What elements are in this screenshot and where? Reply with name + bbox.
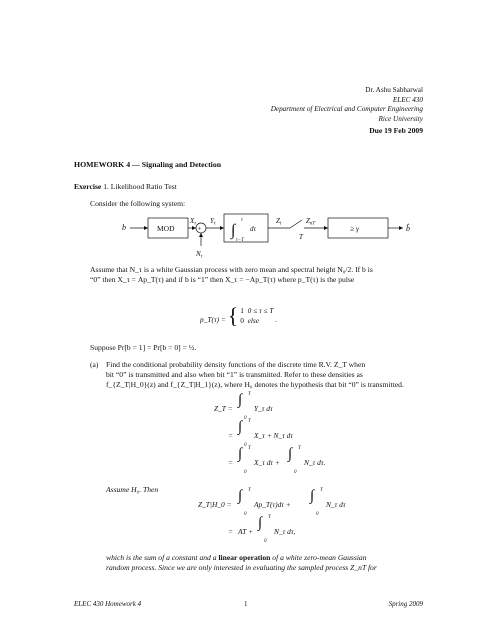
eq1-lower-2: 0	[244, 443, 247, 448]
closing-line-2: random process. Since we are only interested in evaluating the sampled process Z_nT for	[106, 563, 377, 572]
footer-right: Spring 2009	[388, 600, 423, 608]
eq1-upper-1: T	[248, 392, 251, 397]
department: Department of Electrical and Computer Engineering	[270, 105, 423, 114]
footer-page-number: 1	[244, 600, 248, 608]
closing-1c: of a white zero-mean Gaussian	[270, 553, 367, 562]
diagram-zs-sub: nT	[309, 221, 316, 227]
eq2-row2b: N_τ dτ,	[274, 527, 296, 536]
eq2-eq-2: =	[228, 527, 233, 536]
svg-text:Zt	[276, 217, 282, 227]
eq2-upper-3: T	[268, 515, 271, 520]
sampler-switch	[290, 220, 302, 228]
exercise-label: Exercise	[74, 182, 102, 191]
svg-text:ZnT	[306, 217, 316, 227]
eq1-row2: X_τ + N_τ dτ	[254, 431, 293, 440]
diagram-mod: MOD	[157, 224, 175, 233]
pulse-lhs: p_T(τ) =	[200, 315, 226, 324]
svg-text:Xτ	[189, 217, 196, 227]
system-block-diagram	[0, 208, 495, 268]
closing-1a: which is the sum of a constant and a	[106, 553, 219, 562]
diagram-x-sub: τ	[194, 221, 197, 227]
pulse-end: .	[275, 315, 278, 324]
assumption-line-2: “0” then X_τ = Ap_T(τ) and if b is “1” then X_τ = −Ap_T(τ) where p_T(τ) is the pulse	[90, 275, 355, 284]
diagram-output: b̂	[406, 224, 410, 233]
diagram-decision: ≥ γ	[350, 224, 359, 233]
closing-1b: linear operation	[218, 553, 271, 562]
diagram-z: Z	[276, 217, 280, 225]
eq1-row1: Y_τ dτ	[254, 404, 273, 413]
svg-text:Yτ	[210, 217, 216, 227]
eq2-lower-3: 0	[264, 539, 267, 544]
diagram-zs: Z	[306, 217, 310, 225]
homework-title: HOMEWORK 4 — Signaling and Detection	[74, 160, 222, 169]
part-a-label: (a)	[90, 360, 99, 369]
intro-text: Consider the following system:	[90, 199, 186, 208]
diagram-int-lower: τ−T	[236, 238, 244, 243]
exercise-heading	[74, 182, 177, 192]
eq1-eq-3: =	[228, 458, 233, 467]
part-a-question	[106, 360, 436, 390]
diagram-noise-sub: τ	[200, 254, 203, 260]
part-a-line-1: Find the conditional probability density functions of the discrete time R.V. Z_T when	[106, 360, 366, 369]
eq1-row3b: N_τ dτ.	[304, 458, 326, 467]
eq2-upper-1: T	[248, 488, 251, 493]
diagram-y-sub: τ	[213, 221, 216, 227]
eq1-upper-3: T	[248, 446, 251, 451]
homework-page: Dr. Ashu Sabharwal ELEC 430 Department of Electrical and Computer Engineering Rice University Due 19 Feb 2009 HOMEWORK 4 — Signaling and Detection Exercise 1. Likelihood Ratio Test Consider the following system: + b MOD $X_\tau$ $Y_\tau$ $N_\tau$ ∫ τ τ−T dτ $Z_t$ T $Z_{nT}$ ≥ γ b̂ Assume that N_τ is a white Gaussian process with zero mean and spectral height N₀/2. If b is “0” then X_τ = Ap_T(τ) and if b is “1” then X_τ = −Ap_T(τ) where p_T(τ) is the pulse p_T(τ) = { 1 0 ≤ τ ≤ T 0 else . Suppose Pr[b = 1] = Pr[b = 0] = ½. (a) Find the conditional probability density functions of the discrete time R.V. Z_T when bit “0” is transmitted and also when bit “1” is transmitted. Refer to these densities as f_{Z_T|H_0}(z) and f_{Z_T|H_1}(z), where H₀ denotes the hypothesis that bit “0” is transmitted. Z_T = ∫ T 0 Y_τ dτ = ∫ T 0 X_τ + N_τ dτ = ∫ T 0 X_τ dτ + ∫ T 0 N_τ dτ. Assume H₀. Then Z_T|H_0 = ∫ T 0 Ap_T(τ)dτ + ∫ T 0 N_τ dτ = AT + ∫ T 0 N_τ dτ, which is the sum of a constant and a linear operation of a white zero-mean Gaussian random process. Since we are only interested in evaluating the sampled process Z_nT for ELEC 430 Homework 4 1 Spring 2009	[0, 0, 495, 640]
eq2-row1b: N_τ dτ	[326, 500, 346, 509]
diagram-input: b	[122, 223, 126, 232]
pulse-case1-cond: 0 ≤ τ ≤ T	[247, 306, 274, 315]
author: Dr. Ashu Sabharwal	[365, 86, 423, 94]
part-a-line-2: bit “0” is transmitted and also when bit “1” is transmitted. Refer to these densities as	[106, 370, 363, 379]
closing-paragraph	[106, 553, 436, 573]
pulse-definition: p_T(τ) = { 1 0 ≤ τ ≤ T 0 else .	[200, 303, 278, 328]
page-header	[271, 86, 423, 136]
diagram-x: X	[190, 217, 195, 225]
exercise-number: 1.	[103, 182, 109, 191]
svg-text:Nτ	[195, 250, 203, 260]
assume-h0: Assume H₀. Then	[106, 485, 159, 494]
due-date: Due 19 Feb 2009	[369, 126, 423, 136]
eq1-upper-2: T	[248, 419, 251, 424]
diagram-z-sub: t	[279, 221, 282, 227]
assumption-paragraph	[90, 265, 430, 285]
university: Rice University	[378, 114, 423, 123]
eq2-lhs: Z_T|H_0 =	[198, 500, 232, 509]
eq1-upper-4: T	[298, 446, 301, 451]
eq2-lower-2: 0	[316, 512, 319, 517]
eq1-lower-1: 0	[244, 416, 247, 421]
svg-text:+: +	[197, 224, 202, 233]
diagram-int-body: dτ	[250, 225, 257, 233]
footer-left: ELEC 430 Homework 4	[74, 600, 142, 608]
svg-text:∫: ∫	[231, 222, 236, 239]
eq1-lhs: Z_T =	[214, 404, 233, 413]
eq2-row1a: Ap_T(τ)dτ +	[254, 500, 291, 509]
diagram-y: Y	[210, 217, 214, 225]
eq2-lower-1: 0	[244, 512, 247, 517]
eq1-lower-4: 0	[294, 470, 297, 475]
assumption-line-1: Assume that N_τ is a white Gaussian process with zero mean and spectral height N₀/2. If b is	[90, 265, 373, 274]
eq2-row2a: AT +	[238, 527, 254, 536]
exercise-name: Likelihood Ratio Test	[110, 182, 177, 191]
pulse-case1-value: 1	[240, 306, 244, 315]
pulse-case2-value: 0	[240, 316, 244, 325]
eq1-eq-2: =	[228, 431, 233, 440]
course: ELEC 430	[392, 95, 423, 104]
pulse-case2-cond: else	[247, 316, 260, 325]
diagram-sampler: T	[299, 233, 303, 241]
diagram-noise: N	[196, 250, 201, 258]
diagram-int-upper: τ	[241, 218, 243, 223]
part-a-line-3: f_{Z_T|H_0}(z) and f_{Z_T|H_1}(z), where H₀ denotes the hypothesis that bit “0” is transmitted.	[106, 380, 404, 389]
eq1-lower-3: 0	[244, 470, 247, 475]
eq2-upper-2: T	[320, 488, 323, 493]
eq1-row3a: X_τ dτ +	[254, 458, 280, 467]
prior-probability: Suppose Pr[b = 1] = Pr[b = 0] = ½.	[90, 343, 197, 352]
